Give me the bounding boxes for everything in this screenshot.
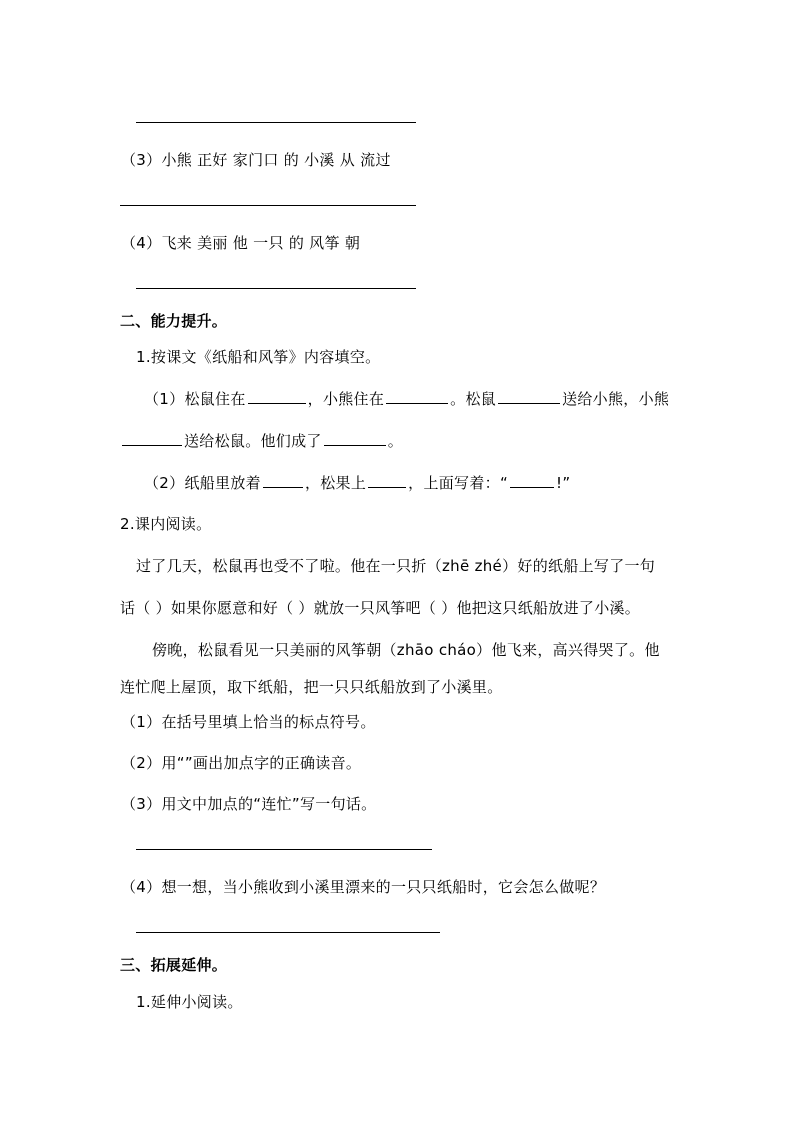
fill-1-line-1: （1）松鼠住在 ，小熊住在 。松鼠 送给小熊，小熊 bbox=[144, 390, 670, 408]
answer-line[interactable] bbox=[136, 122, 416, 123]
section-heading: 二、能力提升。 bbox=[120, 312, 228, 330]
question-4: （4）飞来 美丽 他 一只 的 风筝 朝 bbox=[121, 234, 361, 252]
sub-question-3: （3）用文中加点的“连忙”写一句话。 bbox=[121, 795, 377, 813]
passage-line: 傍晚，松鼠看见一只美丽的风筝朝（zhāo cháo）他飞来，高兴得哭了。他 bbox=[152, 641, 660, 659]
passage-line: 连忙爬上屋顶，取下纸船，把一只只纸船放到了小溪里。 bbox=[120, 678, 503, 696]
item-2-title: 2.课内阅读。 bbox=[120, 515, 212, 533]
question-3: （3）小熊 正好 家门口 的 小溪 从 流过 bbox=[121, 151, 391, 169]
answer-line[interactable] bbox=[120, 205, 416, 206]
answer-line[interactable] bbox=[136, 932, 440, 933]
blank-field[interactable] bbox=[386, 389, 448, 404]
item-1-title: 1.延伸小阅读。 bbox=[136, 993, 243, 1011]
blank-field[interactable] bbox=[263, 473, 303, 488]
sub-question-4: （4）想一想，当小熊收到小溪里漂来的一只只纸船时，它会怎么做呢？ bbox=[121, 878, 606, 896]
section-heading: 三、拓展延伸。 bbox=[120, 956, 228, 974]
passage-line: 过了几天，松鼠再也受不了啦。他在一只折（zhē zhé）好的纸船上写了一句 bbox=[136, 557, 656, 575]
answer-line[interactable] bbox=[136, 288, 416, 289]
blank-field[interactable] bbox=[368, 473, 406, 488]
sub-question-2: （2）用“”画出加点字的正确读音。 bbox=[121, 754, 362, 772]
answer-line[interactable] bbox=[136, 849, 432, 850]
sub-question-1: （1）在括号里填上恰当的标点符号。 bbox=[121, 713, 376, 731]
blank-field[interactable] bbox=[248, 389, 306, 404]
blank-field[interactable] bbox=[510, 473, 554, 488]
fill-2-line: （2）纸船里放着 ，松果上 ，上面写着：“ !” bbox=[144, 474, 571, 492]
item-1-title: 1.按课文《纸船和风筝》内容填空。 bbox=[136, 348, 381, 366]
fill-1-line-2: 送给松鼠。他们成了 。 bbox=[120, 431, 403, 451]
blank-field[interactable] bbox=[498, 389, 560, 404]
blank-field[interactable] bbox=[122, 431, 182, 446]
blank-field[interactable] bbox=[324, 431, 386, 446]
passage-line: 话（ ）如果你愿意和好（ ）就放一只风筝吧（ ）他把这只纸船放进了小溪。 bbox=[120, 599, 641, 617]
